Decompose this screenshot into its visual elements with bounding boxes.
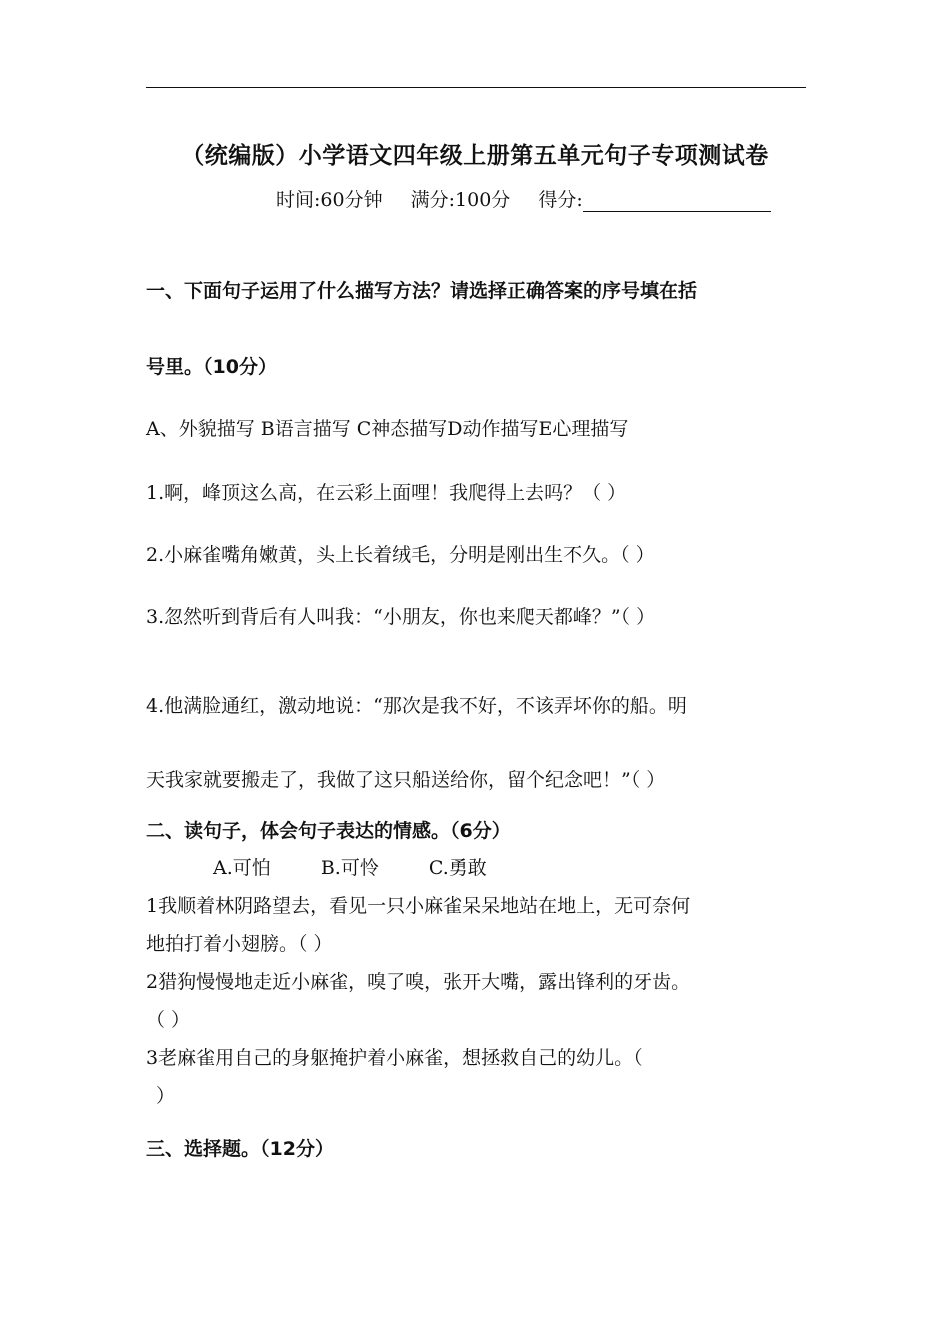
full-score-label: 满分:100分: [410, 189, 511, 211]
section2-heading: 二、读句子，体会句子表达的情感。（6分）: [146, 820, 511, 842]
section1-question-1: 1.啊，峰顶这么高，在云彩上面哩！我爬得上去吗？（ ）: [146, 482, 627, 504]
header-rule: [146, 87, 806, 88]
exam-title: （统编版）小学语文四年级上册第五单元句子专项测试卷: [181, 143, 769, 169]
section2-question-2-line2: （ ）: [146, 1009, 191, 1031]
section1-question-4-line1: 4.他满脸通红，激动地说：“那次是我不好，不该弄坏你的船。明: [146, 695, 687, 717]
section2-options: [213, 853, 531, 880]
section1-question-2: 2.小麻雀嘴角嫩黄，头上长着绒毛，分明是刚出生不久。（ ）: [146, 544, 655, 566]
option-c: C.勇敢: [428, 857, 487, 879]
exam-meta: [276, 185, 771, 212]
option-b: B.可怜: [320, 857, 379, 879]
score-blank[interactable]: [583, 193, 771, 212]
section2-question-2-line1: 2猎狗慢慢地走近小麻雀，嗅了嗅，张开大嘴，露出锋利的牙齿。: [146, 971, 691, 993]
score-label: 得分:: [538, 189, 583, 211]
section1-options: A、外貌描写 B语言描写 C神态描写D动作描写E心理描写: [146, 418, 629, 440]
section1-heading-line1: 一、下面句子运用了什么描写方法？请选择正确答案的序号填在括: [146, 280, 698, 302]
time-label: 时间:60分钟: [276, 189, 383, 211]
section1-heading-line2: 号里。（10分）: [146, 356, 277, 378]
section2-question-3-line1: 3老麻雀用自己的身躯掩护着小麻雀，想拯救自己的幼儿。（: [146, 1047, 643, 1069]
option-a: A.可怕: [213, 857, 271, 879]
section1-question-3: 3.忽然听到背后有人叫我：“小朋友，你也来爬天都峰？”（ ）: [146, 606, 656, 628]
section1-question-4-line2: 天我家就要搬走了，我做了这只船送给你，留个纪念吧！”（ ）: [146, 769, 666, 791]
section3-heading: 三、选择题。（12分）: [146, 1138, 334, 1160]
section2-question-1-line1: 1我顺着林阴路望去，看见一只小麻雀呆呆地站在地上，无可奈何: [146, 895, 691, 917]
section2-question-1-line2: 地拍打着小翅膀。（ ）: [146, 933, 333, 955]
section2-question-3-line2: ）: [156, 1085, 176, 1107]
